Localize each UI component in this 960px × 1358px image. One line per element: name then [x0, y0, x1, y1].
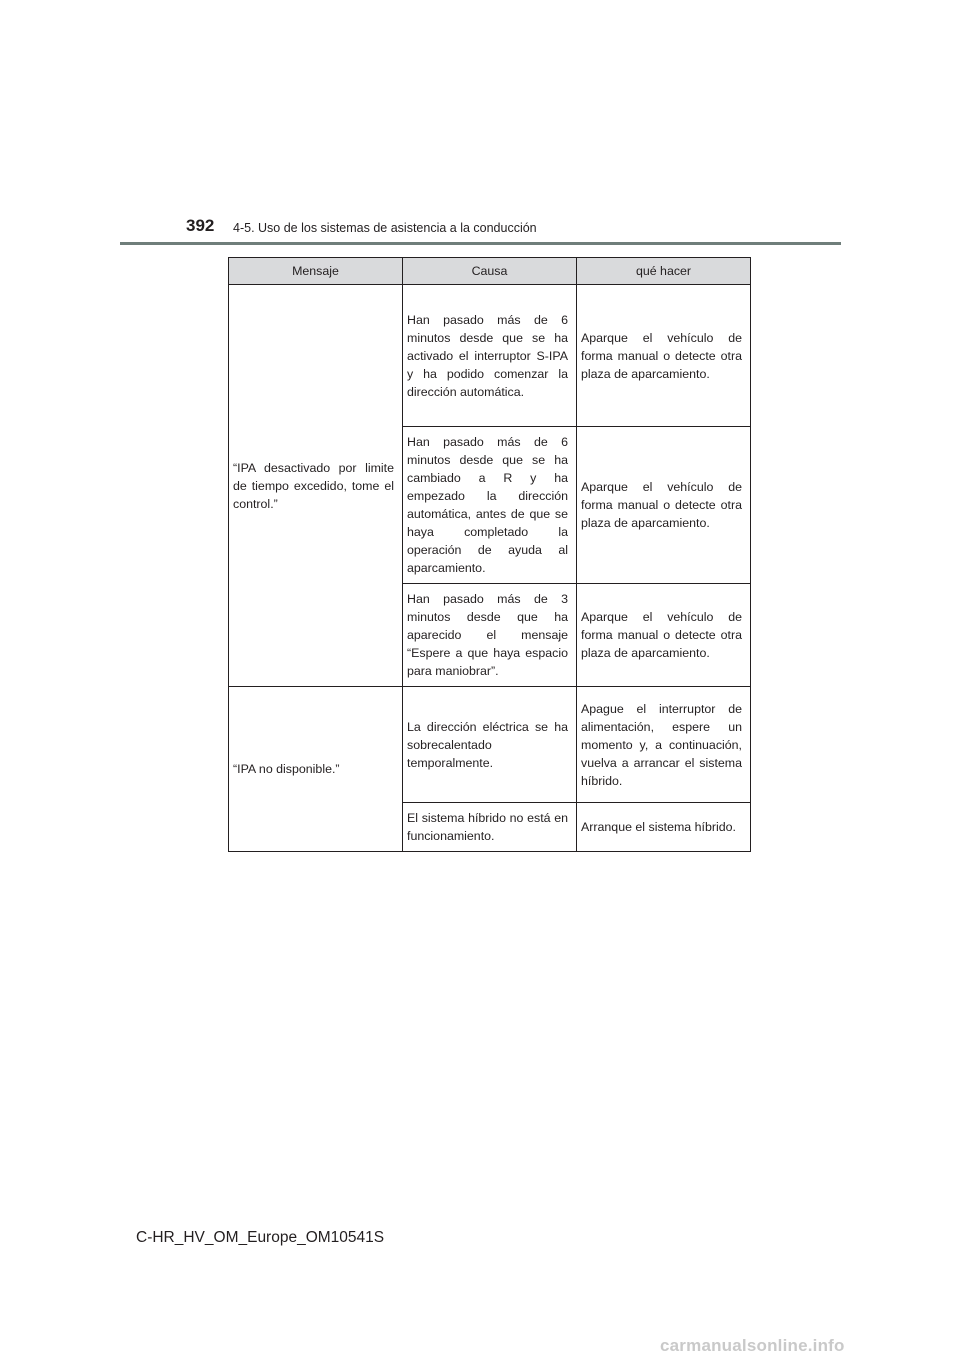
action-cell: Aparque el vehículo de forma manual o detecte otra plaza de aparcamiento.: [577, 584, 751, 687]
watermark[interactable]: carmanualsonline.info: [660, 1336, 845, 1355]
document-id: C-HR_HV_OM_Europe_OM10541S: [136, 1229, 385, 1246]
cause-cell: Han pasado más de 3 minutos desde que ha aparecido el mensaje “Espere a que haya espacio para maniobrar”.: [403, 584, 577, 687]
cause-cell: Han pasado más de 6 minutos desde que se ha cambiado a R y ha empezado la dirección automática, antes de que se haya completado la operación de ayuda al aparcamiento.: [403, 427, 577, 584]
action-cell: Aparque el vehículo de forma manual o detecte otra plaza de aparcamiento.: [577, 285, 751, 427]
page-number: 392: [186, 216, 215, 235]
message-cell: “IPA no disponible.”: [229, 687, 403, 852]
cause-cell: La dirección eléctrica se ha sobrecalentado temporalmente.: [403, 687, 577, 803]
table-row: [229, 285, 751, 427]
cause-cell: El sistema híbrido no está en funcionamiento.: [403, 803, 577, 852]
column-header-causa: Causa: [403, 258, 577, 285]
column-header-que-hacer: qué hacer: [577, 258, 751, 285]
action-cell: Apague el interruptor de alimentación, espere un momento y, a continuación, vuelva a arrancar el sistema híbrido.: [577, 687, 751, 803]
action-cell: Aparque el vehículo de forma manual o detecte otra plaza de aparcamiento.: [577, 427, 751, 584]
header-rule: [120, 242, 841, 245]
table-header-row: [229, 258, 751, 285]
cause-cell: Han pasado más de 6 minutos desde que se ha activado el interruptor S-IPA y ha podido comenzar la dirección automática.: [403, 285, 577, 427]
message-cell: “IPA desactivado por limite de tiempo excedido, tome el control.”: [229, 285, 403, 687]
section-title: 4-5. Uso de los sistemas de asistencia a la conducción: [233, 221, 537, 235]
column-header-mensaje: Mensaje: [229, 258, 403, 285]
table-row: [229, 687, 751, 803]
message-table: [228, 257, 751, 852]
action-cell: Arranque el sistema híbrido.: [577, 803, 751, 852]
